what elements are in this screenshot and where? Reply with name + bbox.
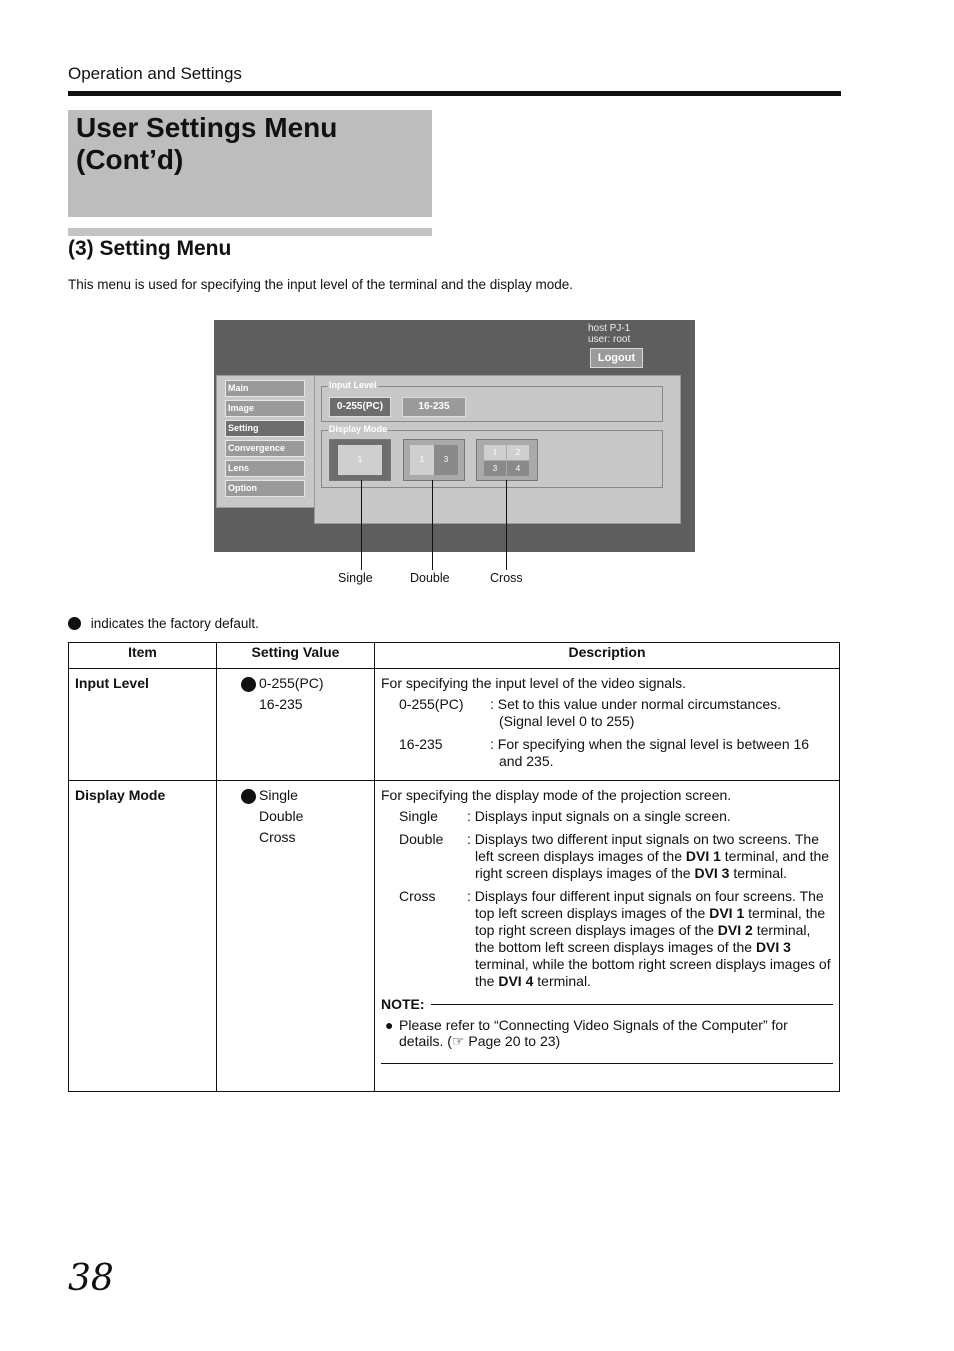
values-input-level (217, 669, 375, 781)
callout-line-double (432, 480, 433, 570)
values-display-mode (217, 781, 375, 1092)
default-dot-icon (68, 617, 81, 630)
legend-text: indicates the factory default. (90, 616, 259, 631)
header-rule (68, 91, 841, 96)
section-header: Operation and Settings (68, 64, 242, 83)
t: terminal, and the right screen displays images of the (475, 848, 830, 881)
def-text (399, 696, 833, 730)
def-term: Double (399, 831, 444, 847)
title-box (68, 110, 432, 217)
nav-item-lens[interactable]: Lens (225, 460, 305, 477)
t: : Displays four different input signals on four screens. The top left screen displays images of the (467, 888, 824, 921)
def-text-b: (Signal level 0 to 255) (499, 713, 635, 729)
note-title-text: NOTE: (381, 996, 425, 1012)
value-text: 0-255(PC) (259, 675, 324, 691)
def-text: : Displays input signals on a single screen. (467, 808, 731, 824)
callout-line-cross (506, 480, 507, 570)
t: terminal. (729, 865, 788, 881)
value-single (223, 787, 368, 804)
content-panel (314, 375, 681, 524)
t: terminal. (533, 973, 591, 989)
input-level-label: Input Level (329, 380, 377, 390)
header-item: Item (69, 643, 217, 669)
nav-item-image[interactable]: Image (225, 400, 305, 417)
note-rule (431, 1004, 833, 1005)
mode-double-button[interactable] (403, 439, 465, 481)
def-term: Cross (399, 888, 436, 904)
bullet-icon: ● (385, 1017, 394, 1033)
desc-display-mode (375, 781, 840, 1092)
item-display-mode: Display Mode (69, 781, 217, 1092)
level-16-235-button[interactable]: 16-235 (402, 397, 466, 417)
def-text: : For specifying when the signal level is between 16 and 235. (490, 736, 810, 769)
mode-cross-button[interactable] (476, 439, 538, 481)
t: terminal, while the bottom right screen displays images of the (475, 956, 831, 989)
t: DVI 3 (755, 939, 791, 955)
value-text: Single (259, 787, 298, 803)
settings-table (68, 642, 840, 1092)
t: terminal, the bottom left screen displays images of the (475, 922, 811, 955)
cross-tile-1: 1 (484, 445, 506, 460)
cross-tile-2: 2 (507, 445, 529, 460)
def-text (399, 831, 833, 882)
ui-screenshot (214, 320, 695, 552)
single-screen-tile: 1 (338, 445, 382, 475)
host-label: host PJ-1 (588, 323, 631, 334)
value-cross: Cross (259, 829, 296, 845)
def-double (399, 831, 833, 882)
header-value: Setting Value (217, 643, 375, 669)
note-title (381, 996, 833, 1013)
def-text-a: : Set to this value under normal circumstances. (490, 696, 782, 712)
callout-cross: Cross (490, 571, 523, 585)
display-mode-group (321, 424, 663, 488)
t: terminal, the top right screen displays images of the (475, 905, 826, 938)
def-term: Single (399, 808, 438, 824)
def-term: 0-255(PC) (399, 696, 464, 712)
item-input-level: Input Level (69, 669, 217, 781)
note-bottom-rule (381, 1063, 833, 1064)
value-16-235: 16-235 (259, 696, 303, 712)
cross-tile-4: 4 (507, 461, 529, 476)
intro-text: This menu is used for specifying the input level of the terminal and the display mode. (68, 277, 574, 292)
t: DVI 1 (709, 905, 745, 921)
def-single (399, 808, 833, 825)
desc-input-level-head: For specifying the input level of the video signals. (381, 675, 687, 691)
def-16-235 (399, 736, 833, 770)
section-title: (3) Setting Menu (68, 237, 232, 260)
login-status (588, 323, 630, 345)
t: DVI 3 (694, 865, 730, 881)
page-title-line2: (Cont’d) (76, 144, 184, 175)
page-number: 38 (68, 1258, 114, 1299)
table-row-display-mode (69, 781, 840, 1092)
callout-line-single (361, 480, 362, 570)
page-title (76, 112, 416, 176)
cross-tile-3: 3 (484, 461, 506, 476)
logout-button[interactable]: Logout (590, 348, 643, 368)
page-title-line1: User Settings Menu (76, 112, 338, 143)
callout-single: Single (338, 571, 373, 585)
nav-item-option[interactable]: Option (225, 480, 305, 497)
level-0-255-button[interactable]: 0-255(PC) (329, 397, 391, 417)
t: : Displays two different input signals on two screens. The left screen displays images of the (467, 831, 819, 864)
t: DVI 2 (717, 922, 753, 938)
def-text (399, 888, 833, 990)
note-item (381, 1017, 833, 1049)
nav-item-convergence[interactable]: Convergence (225, 440, 305, 457)
def-0-255 (399, 696, 833, 730)
callout-double: Double (410, 571, 450, 585)
desc-input-level (375, 669, 840, 781)
def-cross (399, 888, 833, 990)
input-level-group (321, 380, 663, 422)
legend (68, 616, 259, 631)
t: DVI 4 (498, 973, 534, 989)
nav-item-main[interactable]: Main (225, 380, 305, 397)
header-desc: Description (375, 643, 840, 669)
value-double: Double (259, 808, 304, 824)
value-0-255 (223, 675, 368, 692)
default-dot-icon (241, 677, 256, 692)
default-dot-icon (241, 789, 256, 804)
note-text: Please refer to “Connecting Video Signals of the Computer” for details. (☞ Page 20 to 23) (399, 1017, 788, 1049)
note (381, 996, 833, 1064)
nav-item-setting[interactable]: Setting (225, 420, 305, 437)
display-mode-label: Display Mode (329, 424, 388, 434)
def-term: 16-235 (399, 736, 443, 752)
user-label: user: root (588, 334, 631, 345)
table-header-row (69, 643, 840, 669)
t: DVI 1 (685, 848, 721, 864)
double-right-tile: 3 (434, 445, 458, 475)
nav-panel (216, 375, 315, 508)
desc-display-mode-head: For specifying the display mode of the projection screen. (381, 787, 732, 803)
double-left-tile: 1 (410, 445, 434, 475)
table-row-input-level (69, 669, 840, 781)
title-underbar (68, 228, 432, 236)
mode-single-button[interactable] (329, 439, 391, 481)
